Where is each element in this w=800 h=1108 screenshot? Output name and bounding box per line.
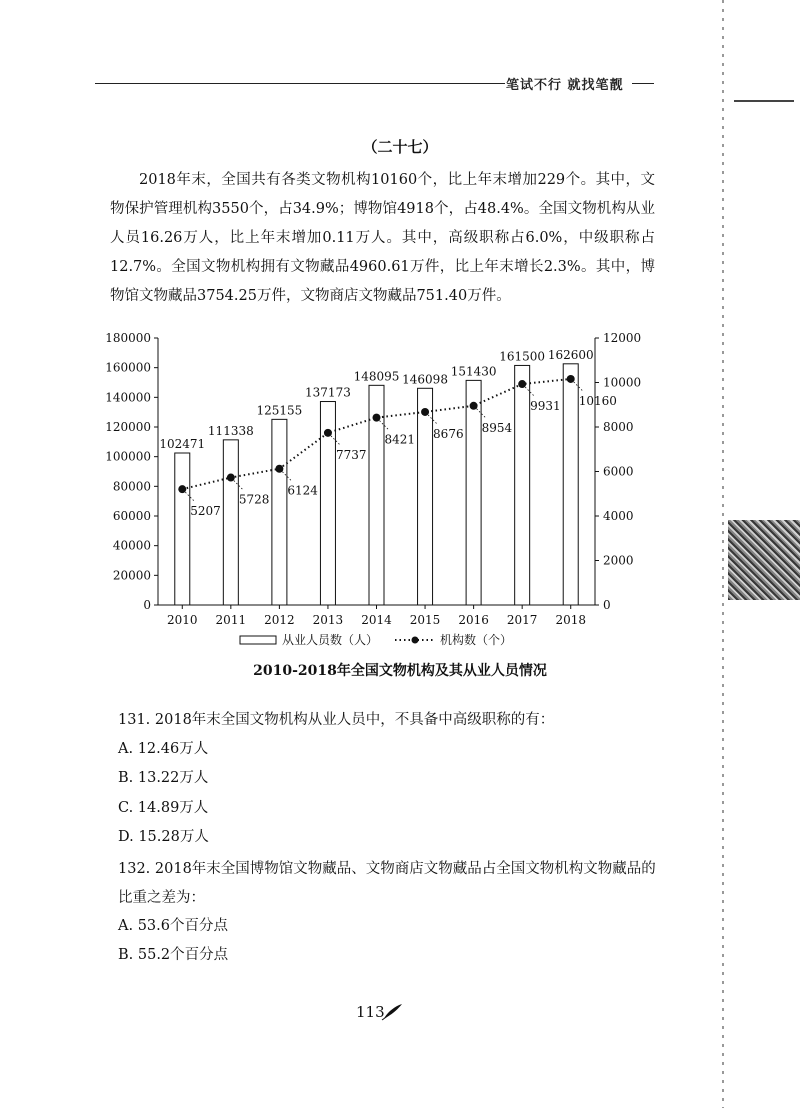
point-2015 xyxy=(421,408,429,416)
left-tick-label: 120000 xyxy=(105,420,151,434)
bar-2018 xyxy=(563,364,578,605)
x-tick-label-2011: 2011 xyxy=(215,613,247,627)
question-131-option-a[interactable]: A. 12.46万人 xyxy=(118,741,209,757)
bar-2017 xyxy=(515,365,530,605)
question-131-option-d[interactable]: D. 15.28万人 xyxy=(118,829,209,845)
x-tick-label-2010: 2010 xyxy=(167,613,198,627)
question-132-option-b[interactable]: B. 55.2个百分点 xyxy=(118,947,229,963)
question-131-option-b[interactable]: B. 13.22万人 xyxy=(118,770,209,786)
left-tick-label: 20000 xyxy=(112,568,151,583)
right-tick-label: 10000 xyxy=(603,375,642,390)
point-label-2010: 5207 xyxy=(190,504,221,519)
left-tick-label: 160000 xyxy=(105,360,151,375)
legend-line-label: 机构数（个） xyxy=(440,633,513,647)
x-tick-label-2015: 2015 xyxy=(409,613,441,627)
scan-artifact-line xyxy=(734,100,794,102)
point-2012 xyxy=(275,465,283,473)
point-2014 xyxy=(373,414,381,422)
right-tick-label: 4000 xyxy=(603,509,634,523)
header-slogan: 笔试不行 就找笔靓 xyxy=(506,78,624,93)
x-tick-label-2017: 2017 xyxy=(506,613,538,627)
point-label-2017: 9931 xyxy=(530,399,561,414)
bar-label-2015: 146098 xyxy=(402,372,448,387)
point-label-2016: 8954 xyxy=(481,420,513,435)
bar-label-2013: 137173 xyxy=(305,385,351,400)
bar-2015 xyxy=(418,388,433,605)
left-tick-label: 180000 xyxy=(105,331,151,345)
bar-2012 xyxy=(272,419,287,605)
combo-chart xyxy=(90,330,660,658)
bar-label-2012: 125155 xyxy=(256,403,303,418)
bar-label-2011: 111338 xyxy=(207,423,254,438)
bar-label-2014: 148095 xyxy=(353,369,400,384)
left-tick-label: 60000 xyxy=(112,509,151,523)
intro-paragraph: 2018年末，全国共有各类文物机构10160个，比上年末增加229个。其中，文物保护管理机构3550个，占34.9%；博物馆4918个，占48.4%。全国文物机构从业人员16.26万人，比上年末增加0.11万人。其中，高级职称占6.0%，中级职称占12.7%。全国文物机构拥有文物藏品4960.61万件，比上年末增长2.3%。其中，博物馆文物藏品3754.25万件，文物商店文物藏品751.40万件。 xyxy=(110,172,655,304)
right-tick-label: 6000 xyxy=(603,464,634,479)
x-tick-label-2012: 2012 xyxy=(264,613,295,627)
right-tick-label: 12000 xyxy=(603,331,642,345)
left-tick-label: 140000 xyxy=(105,390,151,405)
bar-2011 xyxy=(223,440,238,605)
right-tick-label: 8000 xyxy=(603,420,634,434)
bar-2016 xyxy=(466,380,481,605)
right-tick-label: 2000 xyxy=(603,553,634,568)
legend-line-marker xyxy=(412,637,419,644)
point-2013 xyxy=(324,429,332,437)
page-edge-artifact xyxy=(722,0,724,1108)
point-label-2015: 8676 xyxy=(433,426,464,441)
bar-label-2016: 151430 xyxy=(450,364,497,379)
section-title: （二十七） xyxy=(362,138,438,156)
question-131-stem: 131. 2018年末全国文物机构从业人员中，不具备中高级职称的有： xyxy=(118,712,555,728)
left-tick-label: 0 xyxy=(143,598,151,612)
point-2017 xyxy=(518,380,526,388)
legend-bar-swatch xyxy=(240,636,276,644)
page-number: 113 xyxy=(356,1003,385,1021)
point-label-2014: 8421 xyxy=(384,432,416,447)
left-tick-label: 40000 xyxy=(112,538,151,553)
x-tick-label-2016: 2016 xyxy=(458,613,489,627)
chart-title: 2010-2018年全国文物机构及其从业人员情况 xyxy=(253,663,547,679)
x-tick-label-2013: 2013 xyxy=(312,613,344,627)
right-tick-label: 0 xyxy=(603,598,611,612)
point-label-2013: 7737 xyxy=(335,447,367,462)
header-rule xyxy=(95,83,505,84)
bar-label-2017: 161500 xyxy=(499,349,546,364)
left-tick-label: 100000 xyxy=(105,449,151,464)
quill-pen-icon xyxy=(381,1003,403,1021)
header-rule-end xyxy=(632,83,654,84)
point-2010 xyxy=(178,485,186,493)
bar-label-2018: 162600 xyxy=(547,347,594,362)
question-132-stem: 132. 2018年末全国博物馆文物藏品、文物商店文物藏品占全国文物机构文物藏品的比重之差为： xyxy=(118,861,656,906)
question-131-option-c[interactable]: C. 14.89万人 xyxy=(118,800,209,816)
point-label-2018: 10160 xyxy=(578,393,617,408)
legend-bar-label: 从业人员数（人） xyxy=(282,633,379,647)
point-label-2012: 6124 xyxy=(287,483,318,498)
bar-label-2010: 102471 xyxy=(159,437,206,452)
point-2016 xyxy=(470,402,478,410)
bar-2010 xyxy=(175,453,190,605)
scan-artifact xyxy=(728,520,800,600)
x-tick-label-2014: 2014 xyxy=(361,613,392,627)
point-2018 xyxy=(567,375,575,383)
point-label-2011: 5728 xyxy=(238,492,270,507)
x-tick-label-2018: 2018 xyxy=(555,613,586,627)
question-132-option-a[interactable]: A. 53.6个百分点 xyxy=(118,918,228,934)
point-2011 xyxy=(227,474,235,482)
left-tick-label: 80000 xyxy=(112,479,151,494)
